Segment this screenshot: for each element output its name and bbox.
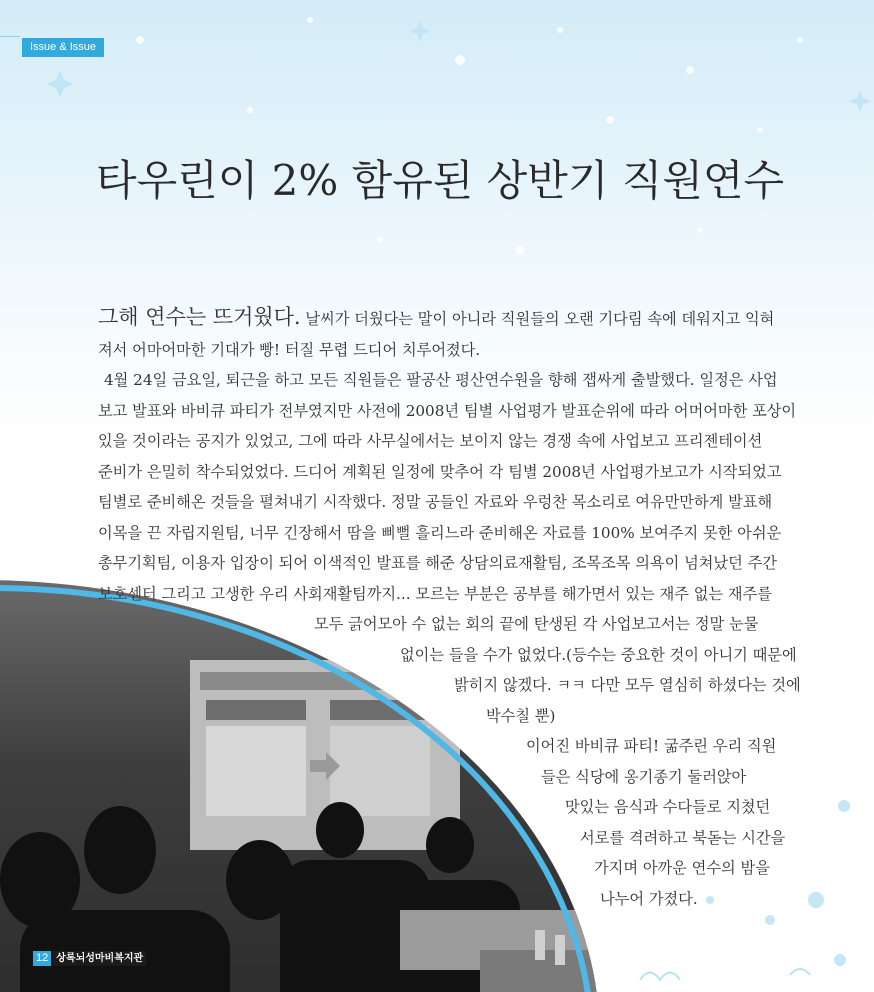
body-line-10: 보호센터 그리고 고생한 우리 사회재활팀까지... 모르는 부분은 공부를 해가면서 있는 재주 없는 재주를 <box>98 584 772 603</box>
body-line-3: 4월 24일 금요일, 퇴근을 하고 모든 직원들은 팔공산 평산연수원을 향해 잽싸게 출발했다. 일정은 사업 <box>104 371 778 389</box>
body-line-15: 이어진 바비큐 파티! 굶주린 우리 직원 <box>526 737 777 755</box>
organization-name: 상록뇌성마비복지관 <box>53 951 146 966</box>
page-footer <box>33 950 146 966</box>
body-line-4: 보고 발표와 바비큐 파티가 전부였지만 사전에 2008년 팀별 사업평가 발표순위에 따라 어머어마한 포상이 <box>98 401 797 420</box>
body-line-8: 이목을 끈 자립지원팀, 너무 긴장해서 땀을 삐뻘 흘리느라 준비해온 자료를 100% 보여주지 못한 아쉬운 <box>98 523 782 542</box>
body-line-9: 총무기획팀, 이용자 입장이 되어 이색적인 발표를 해준 상담의료재활팀, 조목조목 의욕이 넘쳐났던 주간 <box>98 554 777 572</box>
body-line-11: 모두 긁어모아 수 없는 회의 끝에 탄생된 각 사업보고서는 정말 눈물 <box>314 615 759 633</box>
body-line-2: 져서 어마어마한 기대가 빵! 터질 무렵 드디어 치루어졌다. <box>98 340 481 359</box>
section-tag: Issue & Issue <box>22 38 104 57</box>
body-line-1: 그해 연수는 뜨거웠다. 날씨가 더웠다는 말이 아니라 직원들의 오랜 기다림 속에 데워지고 익혀 <box>98 305 775 329</box>
body-line-12: 없이는 들을 수가 없었다.(등수는 중요한 것이 아니기 때문에 <box>400 645 797 664</box>
body-line-18: 서로를 격려하고 북돋는 시간을 <box>580 828 786 847</box>
body-line-17: 맛있는 음식과 수다들로 지쳤던 <box>565 798 771 816</box>
article-title: 타우린이 2% 함유된 상반기 직원연수 <box>96 156 785 205</box>
body-line-14: 박수칠 뿐) <box>486 706 556 725</box>
article-body <box>98 302 801 914</box>
body-line-5: 있을 것이라는 공지가 있었고, 그에 따라 사무실에서는 보이지 않는 경쟁 속에 사업보고 프리젠테이션 <box>98 432 763 450</box>
body-line-13: 밝히지 않겠다. ㅋㅋ 다만 모두 열심히 하셨다는 것에 <box>454 676 801 694</box>
page-number: 12 <box>33 951 51 966</box>
body-line-19: 가지며 아까운 연수의 밤을 <box>594 859 770 877</box>
lead-sentence: 그해 연수는 뜨거웠다. <box>98 305 301 329</box>
tag-rule <box>0 36 20 37</box>
body-line-7: 팀별로 준비해온 것들을 펼쳐내기 시작했다. 정말 공들인 자료와 우렁찬 목소리로 여유만만하게 발표해 <box>98 493 773 511</box>
body-line-16: 들은 식당에 옹기종기 둘러앉아 <box>541 767 747 786</box>
body-line-20: 나누어 가졌다. <box>600 889 698 908</box>
body-line-6: 준비가 은밀히 착수되었었다. 드디어 계획된 일정에 맞추어 각 팀별 2008년 사업평가보고가 시작되었고 <box>98 462 782 481</box>
